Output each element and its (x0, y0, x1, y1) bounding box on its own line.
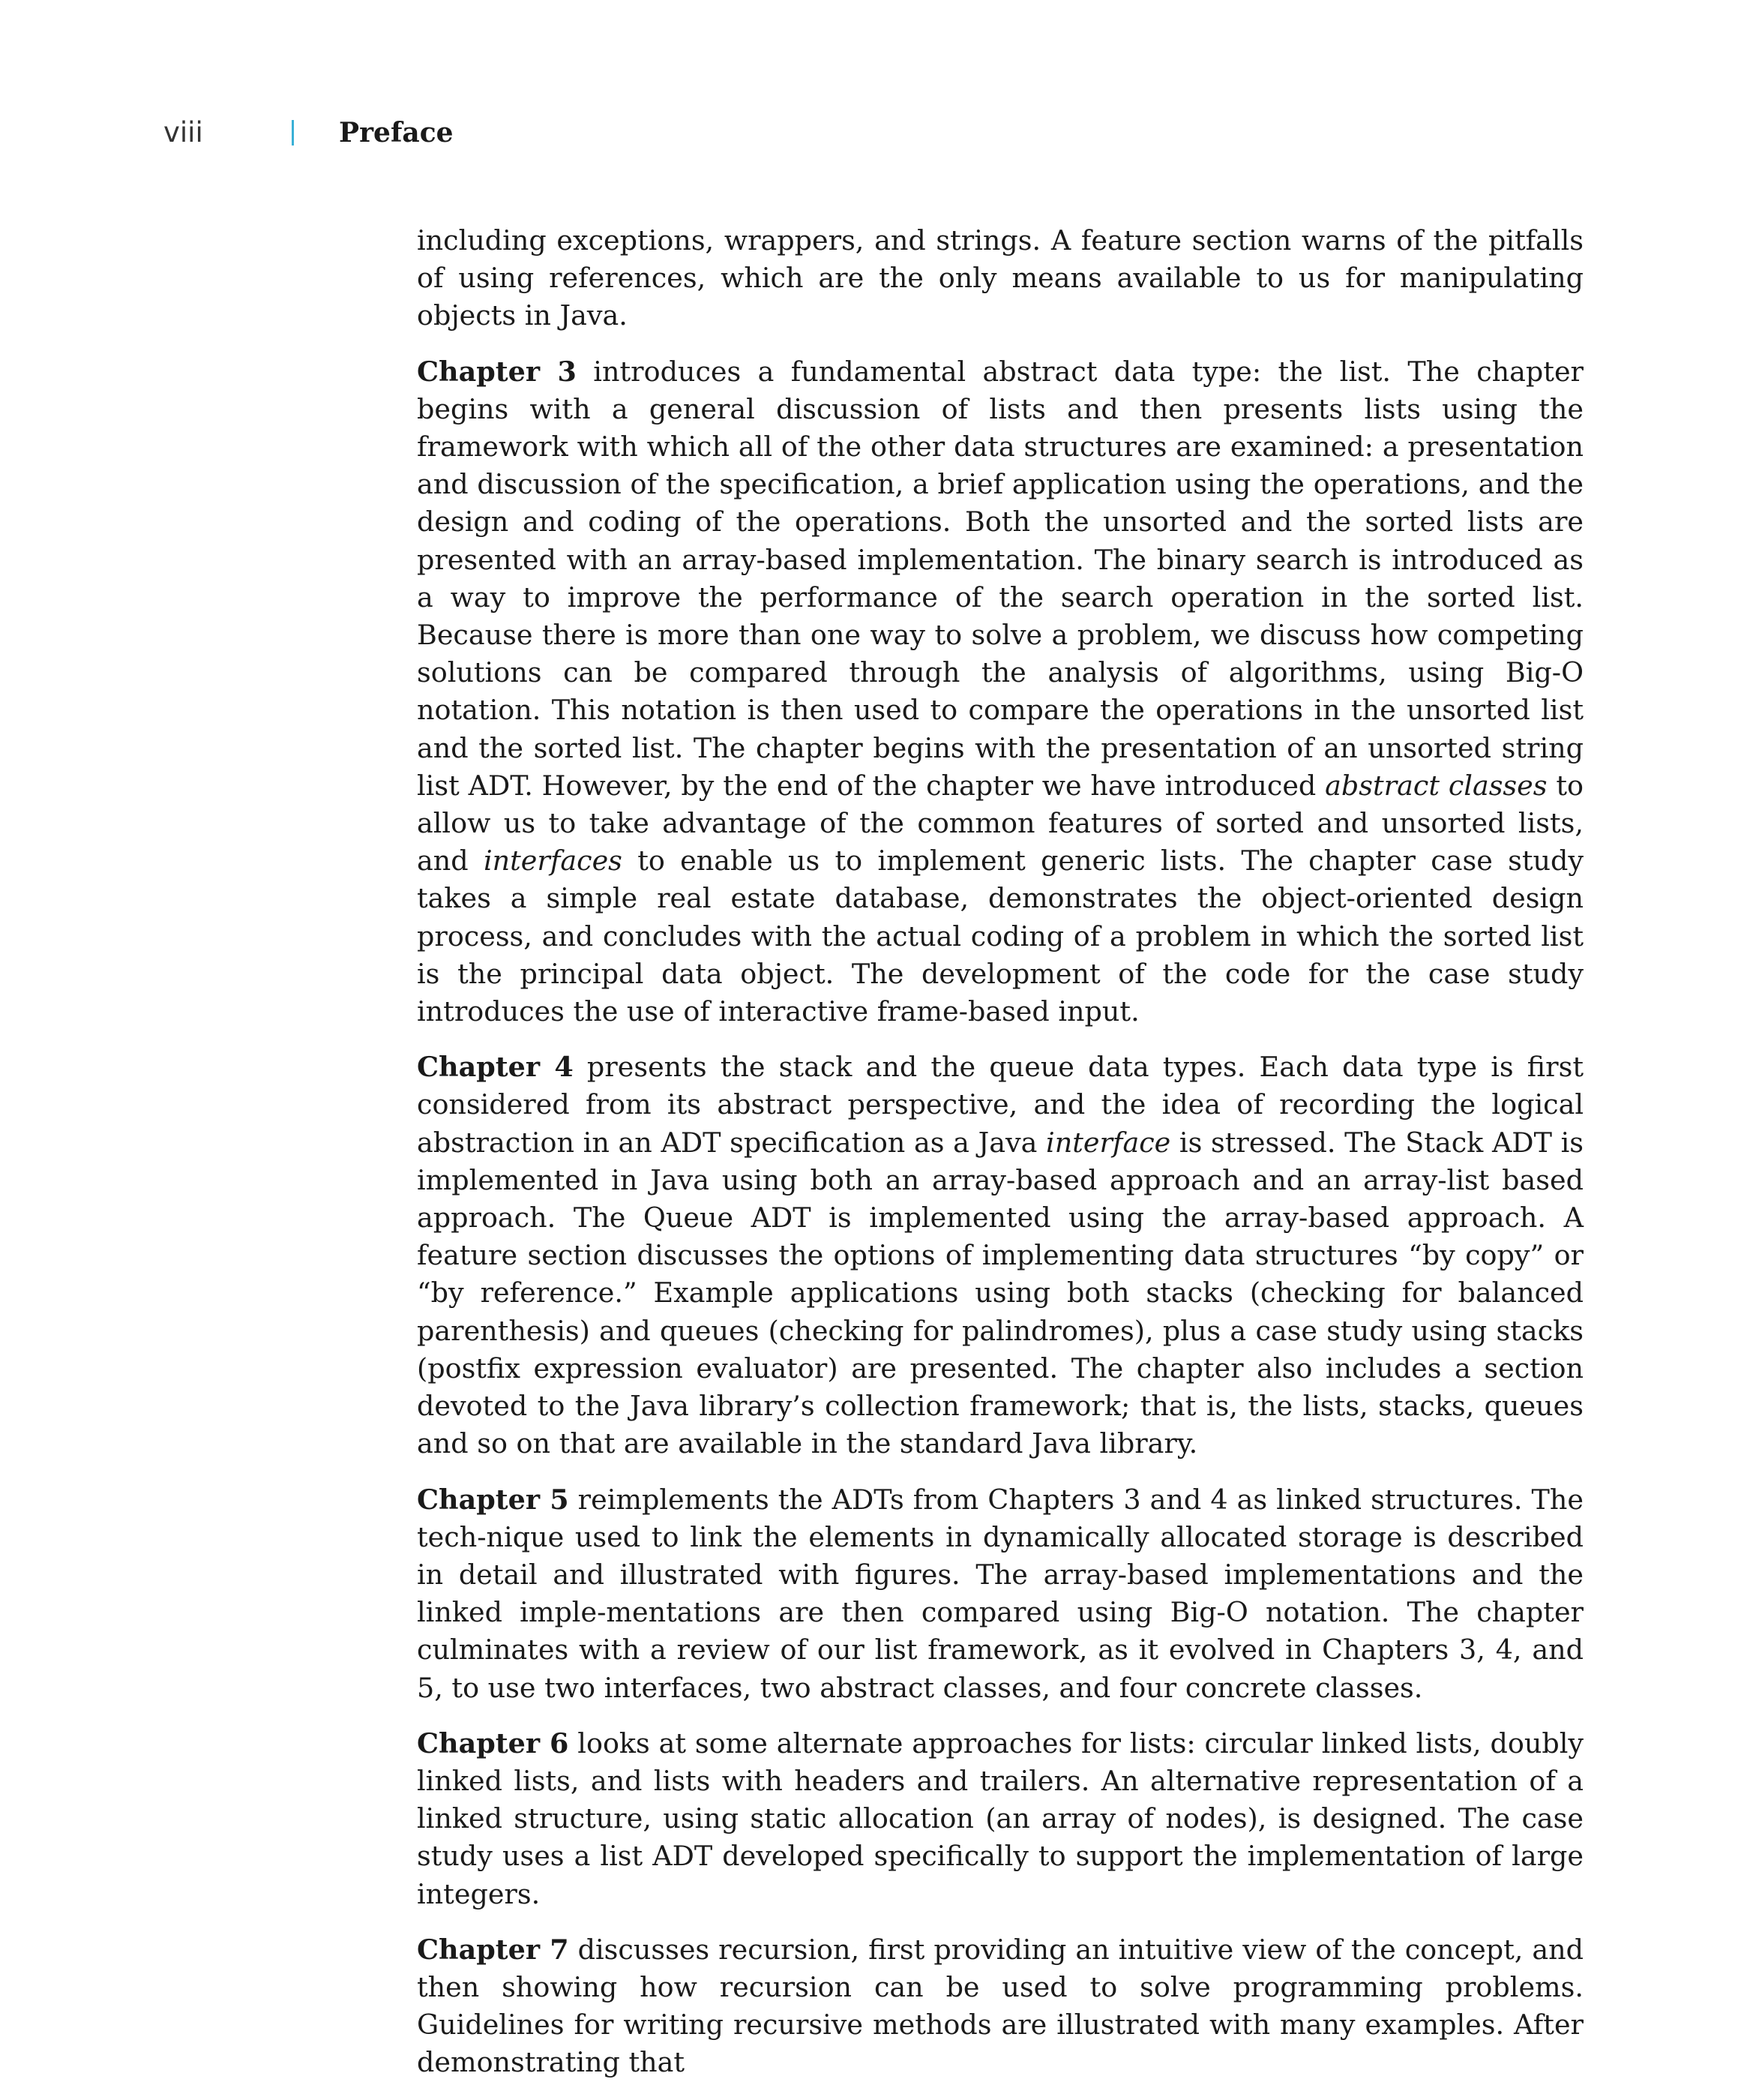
paragraph-chapter-6 (417, 1725, 1584, 1913)
running-head: Preface (339, 117, 454, 148)
chapter-lead: Chapter 6 (417, 1726, 569, 1760)
body-text (417, 222, 1584, 2100)
paragraph-continuation (417, 222, 1584, 335)
paragraph-chapter-7 (417, 1931, 1584, 2082)
paragraph-chapter-3 (417, 353, 1584, 1031)
paragraph-text: looks at some alternate approaches for lists: circular linked lists, doubly linked lists, and lists with headers and trailers. An alternative representation of a linked structure, using static allocation (an array of nodes), is designed. The case study uses a list ADT developed specifically to support the implementation of large integers. (417, 1726, 1584, 1910)
paragraph-text: including exceptions, wrappers, and strings. A feature section warns of the pitfalls of using references, which are the only means available to us for manipulating objects in Java. (417, 224, 1584, 332)
paragraph-chapter-5 (417, 1481, 1584, 1707)
page-header (0, 114, 1744, 159)
chapter-lead: Chapter 7 (417, 1933, 569, 1966)
paragraph-text: to allow us to take advantage of the common features of sorted and unsorted lists, and (417, 769, 1584, 878)
chapter-lead: Chapter 4 (417, 1051, 574, 1084)
paragraph-chapter-4 (417, 1048, 1584, 1462)
paragraph-text: is stressed. The Stack ADT is implemented in Java using both an array-based approach and an array-list based approach. The Queue ADT is implemented using the array-based approach. A feature section discusses the options of implementing data structures “by copy” or “by reference.” Example applications using both stacks (checking for balanced parenthesis) and queues (checking for palindromes), plus a case study using stacks (postfix expression evaluator) are presented. The chapter also includes a section devoted to the Java library’s collection framework; that is, the lists, stacks, queues and so on that are available in the standard Java library. (417, 1126, 1584, 1460)
paragraph-text: discusses recursion, first providing an intuitive view of the concept, and then showing how recursion can be used to solve programming problems. Guidelines for writing recursive methods are illustrated with many examples. After demonstrating that (417, 1933, 1584, 2079)
emphasis-term: interfaces (483, 844, 622, 878)
paragraph-text: introduces a fundamental abstract data type: the list. The chapter begins with a general discussion of lists and then presents lists using the framework with which all of the other data structures are examined: a presentation and discussion of the specification, a brief application using the operations, and the design and coding of the operations. Both the unsorted and the sorted lists are presented with an array-based implementation. The binary search is introduced as a way to improve the performance of the search operation in the sorted list. Because there is more than one way to solve a problem, we discuss how competing solutions can be compared through the analysis of algorithms, using Big-O notation. This notation is then used to compare the operations in the unsorted list and the sorted list. The chapter begins with the presentation of an unsorted string list ADT. However, by the end of the chapter we have introduced (417, 355, 1584, 802)
paragraph-text: reimplements the ADTs from Chapters 3 and 4 as linked structures. The tech-nique used to link the elements in dynamically allocated storage is described in detail and illustrated with figures. The array-based implementations and the linked imple-mentations are then compared using Big-O notation. The chapter culminates with a review of our list framework, as it evolved in Chapters 3, 4, and 5, to use two interfaces, two abstract classes, and four concrete classes. (417, 1483, 1584, 1704)
chapter-lead: Chapter 5 (417, 1483, 569, 1516)
emphasis-term: abstract classes (1325, 769, 1548, 802)
paragraph-text: presents the stack and the queue data types. Each data type is first considered from its abstract perspective, and the idea of recording the logical abstraction in an ADT specification as a Java (417, 1051, 1584, 1159)
chapter-lead: Chapter 3 (417, 355, 577, 388)
header-divider (292, 120, 294, 146)
page-number: viii (163, 116, 203, 148)
paragraph-text: to enable us to implement generic lists. The chapter case study takes a simple real estate database, demonstrates the object-oriented design process, and concludes with the actual coding of a problem in which the sorted list is the principal data object. The development of the code for the case study introduces the use of interactive frame-based input. (417, 844, 1584, 1028)
emphasis-term: interface (1046, 1126, 1171, 1159)
